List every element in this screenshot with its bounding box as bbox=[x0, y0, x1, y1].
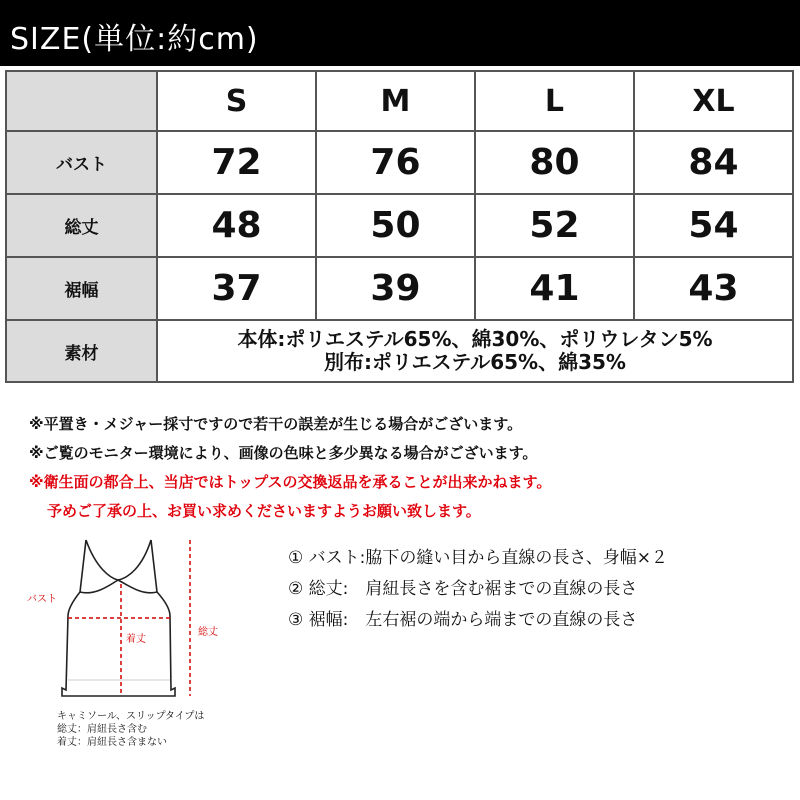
table-cell: 80 bbox=[475, 131, 634, 194]
table-cell: 54 bbox=[634, 194, 793, 257]
legend-total-length: 総丈：肩紐長さ含む bbox=[57, 724, 147, 735]
size-table bbox=[5, 70, 794, 383]
measure-hem-width: ③ 裾幅: 左右裾の端から端までの直線の長さ bbox=[288, 610, 638, 630]
table-row bbox=[6, 257, 793, 320]
legend-length: 着丈：肩紐長さ含まない bbox=[57, 737, 167, 748]
table-cell: 76 bbox=[316, 131, 475, 194]
row-label-material: 素材 bbox=[6, 320, 157, 382]
table-cell: 39 bbox=[316, 257, 475, 320]
bust-label: バスト bbox=[27, 594, 57, 605]
table-cell: 72 bbox=[157, 131, 316, 194]
size-header-m: M bbox=[316, 71, 475, 131]
material-line-sub: 別布:ポリエステル65%、綿35% bbox=[324, 350, 626, 374]
title-bar bbox=[0, 0, 800, 66]
length-label: 着丈 bbox=[126, 634, 146, 645]
garment-diagram bbox=[0, 530, 260, 800]
note-acknowledge: 予めご了承の上、お買い求めくださいますようお願い致します。 bbox=[47, 502, 481, 520]
table-cell: 41 bbox=[475, 257, 634, 320]
row-label-hem-width: 裾幅 bbox=[6, 257, 157, 320]
material-row bbox=[6, 320, 793, 382]
note-measurement-error: ※平置き・メジャー採寸ですので若干の誤差が生じる場合がございます。 bbox=[29, 415, 523, 433]
notes bbox=[29, 410, 551, 526]
table-cell: 37 bbox=[157, 257, 316, 320]
table-row bbox=[6, 131, 793, 194]
table-cell: 48 bbox=[157, 194, 316, 257]
total-length-label: 総丈 bbox=[198, 627, 218, 638]
table-corner-cell bbox=[6, 71, 157, 131]
size-header-l: L bbox=[475, 71, 634, 131]
table-header-row bbox=[6, 71, 793, 131]
table-cell: 43 bbox=[634, 257, 793, 320]
table-cell: 84 bbox=[634, 131, 793, 194]
note-no-returns: ※衛生面の都合上、当店ではトップスの交換返品を承ることが出来かねます。 bbox=[29, 473, 552, 491]
measure-total-length: ② 総丈: 肩紐長さを含む裾までの直線の長さ bbox=[288, 579, 638, 599]
material-cell bbox=[157, 320, 793, 382]
note-monitor-color: ※ご覧のモニター環境により、画像の色味と多少異なる場合がございます。 bbox=[29, 444, 538, 462]
size-header-s: S bbox=[157, 71, 316, 131]
table-cell: 50 bbox=[316, 194, 475, 257]
row-label-total-length: 総丈 bbox=[6, 194, 157, 257]
row-label-bust: バスト bbox=[6, 131, 157, 194]
size-header-xl: XL bbox=[634, 71, 793, 131]
measurement-definitions bbox=[288, 543, 668, 636]
table-cell: 52 bbox=[475, 194, 634, 257]
material-line-main: 本体:ポリエステル65%、綿30%、ポリウレタン5% bbox=[237, 327, 713, 351]
measure-bust: ① バスト:脇下の縫い目から直線の長さ、身幅×２ bbox=[288, 548, 668, 568]
legend-camisole-note: キャミソール、スリップタイプは bbox=[57, 711, 205, 722]
page-title: SIZE(単位:約cm) bbox=[10, 22, 259, 57]
table-row bbox=[6, 194, 793, 257]
